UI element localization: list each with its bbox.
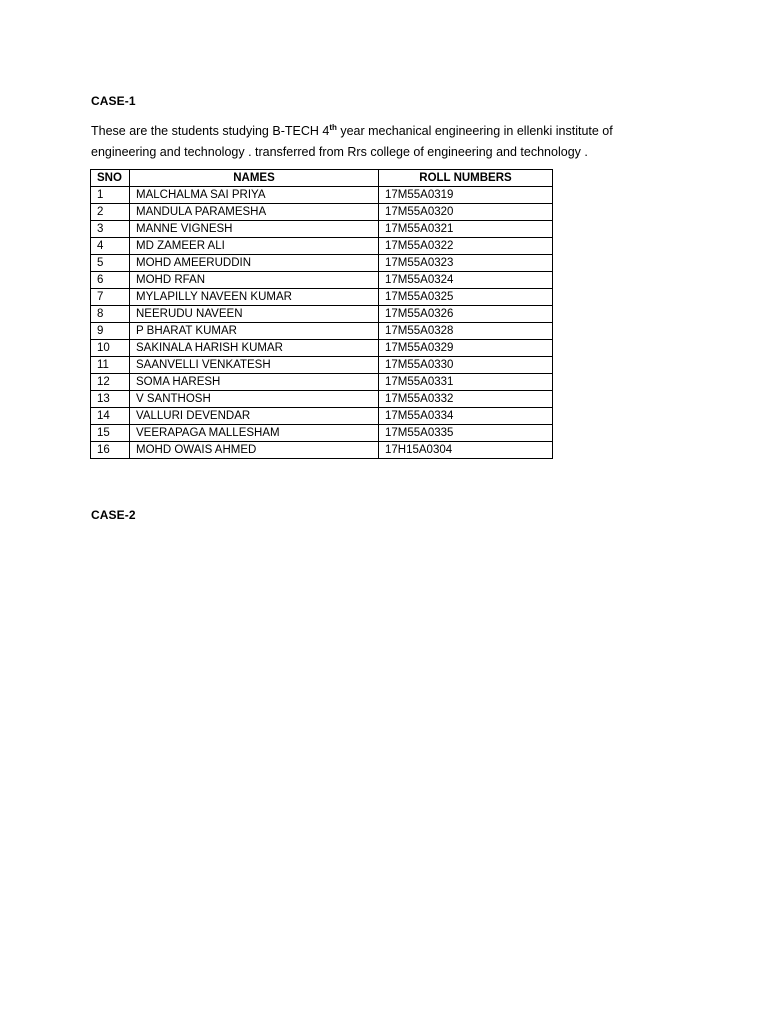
cell-name: VEERAPAGA MALLESHAM bbox=[130, 425, 379, 442]
cell-name: MOHD OWAIS AHMED bbox=[130, 442, 379, 459]
cell-sno: 11 bbox=[91, 357, 130, 374]
intro-text-start: These are the students studying B-TECH 4 bbox=[91, 124, 330, 138]
cell-roll-number: 17M55A0328 bbox=[379, 323, 553, 340]
table-row bbox=[91, 425, 553, 442]
cell-name: MALCHALMA SAI PRIYA bbox=[130, 187, 379, 204]
cell-name: V SANTHOSH bbox=[130, 391, 379, 408]
table-header-row bbox=[91, 170, 553, 187]
cell-sno: 4 bbox=[91, 238, 130, 255]
cell-name: SOMA HARESH bbox=[130, 374, 379, 391]
table-row bbox=[91, 306, 553, 323]
cell-sno: 8 bbox=[91, 306, 130, 323]
cell-sno: 10 bbox=[91, 340, 130, 357]
cell-sno: 3 bbox=[91, 221, 130, 238]
header-sno: SNO bbox=[91, 170, 130, 187]
cell-sno: 9 bbox=[91, 323, 130, 340]
cell-name: MD ZAMEER ALI bbox=[130, 238, 379, 255]
cell-roll-number: 17M55A0321 bbox=[379, 221, 553, 238]
cell-roll-number: 17M55A0335 bbox=[379, 425, 553, 442]
cell-roll-number: 17M55A0320 bbox=[379, 204, 553, 221]
table-row bbox=[91, 408, 553, 425]
cell-roll-number: 17M55A0332 bbox=[379, 391, 553, 408]
header-roll-numbers: ROLL NUMBERS bbox=[379, 170, 553, 187]
cell-roll-number: 17M55A0324 bbox=[379, 272, 553, 289]
table-row bbox=[91, 340, 553, 357]
cell-name: MOHD AMEERUDDIN bbox=[130, 255, 379, 272]
table-row bbox=[91, 442, 553, 459]
cell-roll-number: 17M55A0326 bbox=[379, 306, 553, 323]
cell-roll-number: 17M55A0331 bbox=[379, 374, 553, 391]
intro-text-end: year mechanical engineering in ellenki institute of bbox=[336, 124, 613, 138]
cell-name: MOHD RFAN bbox=[130, 272, 379, 289]
table-row bbox=[91, 238, 553, 255]
table-row bbox=[91, 204, 553, 221]
cell-sno: 15 bbox=[91, 425, 130, 442]
table-row bbox=[91, 323, 553, 340]
cell-sno: 5 bbox=[91, 255, 130, 272]
students-table bbox=[90, 169, 553, 459]
table-row bbox=[91, 187, 553, 204]
intro-text-line-2: engineering and technology . transferred from Rrs college of engineering and technology . bbox=[91, 145, 588, 159]
cell-roll-number: 17M55A0334 bbox=[379, 408, 553, 425]
cell-sno: 13 bbox=[91, 391, 130, 408]
header-names: NAMES bbox=[130, 170, 379, 187]
table-row bbox=[91, 391, 553, 408]
table-row bbox=[91, 289, 553, 306]
cell-roll-number: 17M55A0322 bbox=[379, 238, 553, 255]
cell-name: SAKINALA HARISH KUMAR bbox=[130, 340, 379, 357]
cell-sno: 12 bbox=[91, 374, 130, 391]
table-row bbox=[91, 374, 553, 391]
cell-name: MANDULA PARAMESHA bbox=[130, 204, 379, 221]
cell-sno: 16 bbox=[91, 442, 130, 459]
cell-sno: 6 bbox=[91, 272, 130, 289]
table-row bbox=[91, 357, 553, 374]
cell-sno: 1 bbox=[91, 187, 130, 204]
cell-roll-number: 17M55A0330 bbox=[379, 357, 553, 374]
cell-name: MYLAPILLY NAVEEN KUMAR bbox=[130, 289, 379, 306]
table-body bbox=[91, 187, 553, 459]
cell-name: MANNE VIGNESH bbox=[130, 221, 379, 238]
case-2-heading: CASE-2 bbox=[91, 508, 136, 522]
intro-superscript: th bbox=[329, 122, 337, 132]
cell-roll-number: 17H15A0304 bbox=[379, 442, 553, 459]
intro-paragraph bbox=[91, 121, 651, 163]
table-row bbox=[91, 221, 553, 238]
table-row bbox=[91, 255, 553, 272]
cell-roll-number: 17M55A0325 bbox=[379, 289, 553, 306]
cell-sno: 14 bbox=[91, 408, 130, 425]
cell-name: P BHARAT KUMAR bbox=[130, 323, 379, 340]
cell-name: VALLURI DEVENDAR bbox=[130, 408, 379, 425]
cell-sno: 7 bbox=[91, 289, 130, 306]
cell-roll-number: 17M55A0329 bbox=[379, 340, 553, 357]
cell-roll-number: 17M55A0319 bbox=[379, 187, 553, 204]
case-1-heading: CASE-1 bbox=[91, 94, 136, 108]
cell-sno: 2 bbox=[91, 204, 130, 221]
cell-roll-number: 17M55A0323 bbox=[379, 255, 553, 272]
table-row bbox=[91, 272, 553, 289]
cell-name: NEERUDU NAVEEN bbox=[130, 306, 379, 323]
cell-name: SAANVELLI VENKATESH bbox=[130, 357, 379, 374]
